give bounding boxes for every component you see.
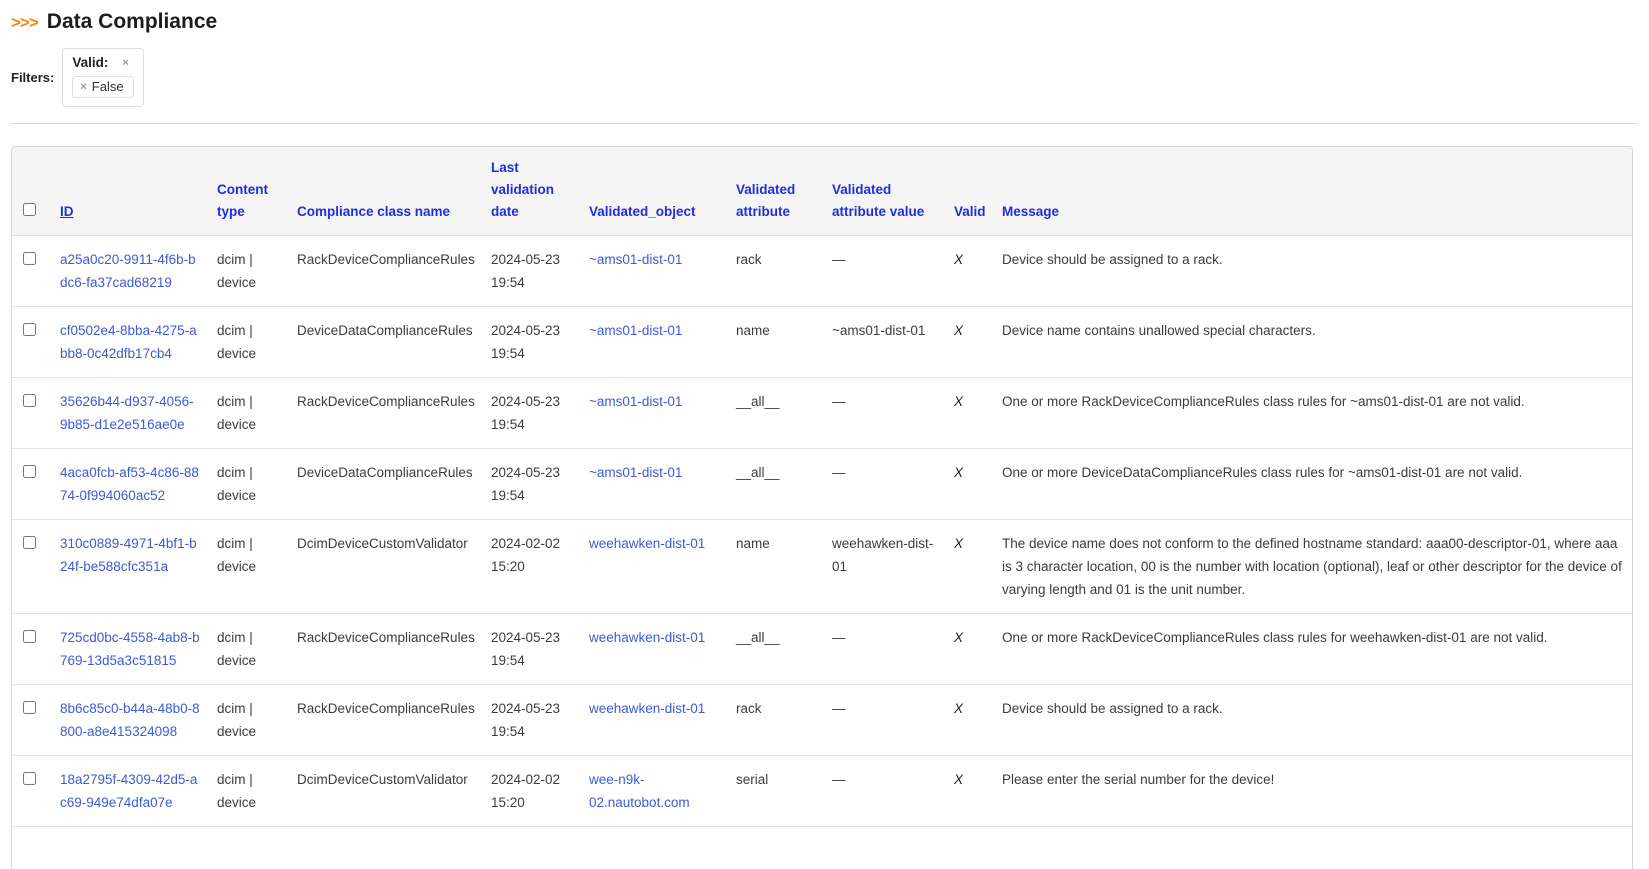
partially-visible-row: [12, 827, 1632, 869]
id-cell: [52, 614, 209, 685]
col-header-label: ID: [60, 204, 74, 219]
valid-false-mark: X: [954, 701, 964, 716]
compliance-class-cell: RackDeviceComplianceRules: [289, 685, 483, 756]
compliance-class-cell: DcimDeviceCustomValidator: [289, 756, 483, 827]
compliance-class-cell: DeviceDataComplianceRules: [289, 449, 483, 520]
table-row: [12, 307, 1632, 378]
compliance-id-link[interactable]: 725cd0bc-4558-4ab8-b769-13d5a3c51815: [60, 630, 200, 668]
validated-object-cell: [581, 614, 728, 685]
compliance-id-link[interactable]: 4aca0fcb-af53-4c86-8874-0f994060ac52: [60, 465, 199, 503]
col-header-id[interactable]: [52, 147, 209, 236]
validated-attribute-value-cell: —: [824, 449, 946, 520]
last-validation-date-cell: 2024-05-23 19:54: [483, 614, 581, 685]
table-body: [12, 236, 1632, 869]
row-select-checkbox[interactable]: [23, 252, 36, 265]
validated-object-link[interactable]: ~ams01-dist-01: [589, 252, 683, 267]
content-type-cell: dcim | device: [209, 307, 289, 378]
row-select-checkbox[interactable]: [23, 701, 36, 714]
valid-cell: [946, 378, 994, 449]
last-validation-date-cell: 2024-05-23 19:54: [483, 449, 581, 520]
filters-bar: [11, 48, 1633, 107]
table-row: [12, 378, 1632, 449]
validated-attribute-cell: rack: [728, 685, 824, 756]
col-header-message[interactable]: [994, 147, 1632, 236]
table-row: [12, 685, 1632, 756]
compliance-id-link[interactable]: 8b6c85c0-b44a-48b0-8800-a8e415324098: [60, 701, 200, 739]
message-cell: One or more DeviceDataComplianceRules class rules for ~ams01-dist-01 are not valid.: [994, 449, 1632, 520]
compliance-table: [12, 147, 1632, 869]
valid-false-mark: X: [954, 323, 964, 338]
last-validation-date-cell: 2024-05-23 19:54: [483, 236, 581, 307]
row-select-cell: [12, 614, 52, 685]
validated-object-link[interactable]: ~ams01-dist-01: [589, 394, 683, 409]
validated-attribute-cell: rack: [728, 236, 824, 307]
row-select-cell: [12, 449, 52, 520]
id-cell: [52, 685, 209, 756]
row-select-cell: [12, 236, 52, 307]
valid-cell: [946, 236, 994, 307]
row-select-cell: [12, 756, 52, 827]
message-cell: One or more RackDeviceComplianceRules class rules for ~ams01-dist-01 are not valid.: [994, 378, 1632, 449]
select-all-header-cell: [12, 147, 52, 236]
row-select-cell: [12, 378, 52, 449]
compliance-class-cell: RackDeviceComplianceRules: [289, 614, 483, 685]
valid-false-mark: X: [954, 394, 964, 409]
validated-object-cell: [581, 378, 728, 449]
col-header-compliance-class-name[interactable]: [289, 147, 483, 236]
filter-value-label: False: [91, 79, 124, 94]
page-title: [11, 10, 1633, 34]
validated-attribute-cell: name: [728, 307, 824, 378]
row-select-cell: [12, 685, 52, 756]
col-header-label: Compliance class name: [297, 204, 451, 219]
col-header-validated-object[interactable]: [581, 147, 728, 236]
row-select-cell: [12, 520, 52, 614]
row-select-checkbox[interactable]: [23, 394, 36, 407]
valid-cell: [946, 307, 994, 378]
select-all-checkbox[interactable]: [23, 203, 36, 216]
validated-attribute-cell: __all__: [728, 614, 824, 685]
col-header-validated-attribute[interactable]: [728, 147, 824, 236]
col-header-validated-attribute-value[interactable]: [824, 147, 946, 236]
content-type-cell: dcim | device: [209, 236, 289, 307]
remove-filter-group-icon[interactable]: ×: [122, 56, 129, 69]
row-select-checkbox[interactable]: [23, 630, 36, 643]
compliance-class-cell: RackDeviceComplianceRules: [289, 378, 483, 449]
col-header-label: Message: [1002, 204, 1060, 219]
content-type-cell: dcim | device: [209, 685, 289, 756]
validated-attribute-value-cell: —: [824, 236, 946, 307]
content-type-cell: dcim | device: [209, 378, 289, 449]
last-validation-date-cell: 2024-05-23 19:54: [483, 307, 581, 378]
col-header-label: Last validation date: [491, 160, 555, 219]
validated-object-link[interactable]: ~ams01-dist-01: [589, 465, 683, 480]
validated-object-cell: [581, 449, 728, 520]
table-row: [12, 449, 1632, 520]
validated-attribute-cell: __all__: [728, 378, 824, 449]
filters-label: Filters:: [11, 70, 55, 85]
message-cell: The device name does not conform to the defined hostname standard: aaa00-descriptor-01, where aaa is 3 character location, 00 is the number with location (optional), leaf or other descriptor for the device of varying length and 01 is the unit number.: [994, 520, 1632, 614]
table-row: [12, 756, 1632, 827]
id-cell: [52, 520, 209, 614]
validated-attribute-cell: name: [728, 520, 824, 614]
validated-object-cell: [581, 236, 728, 307]
compliance-table-container: [11, 146, 1633, 869]
col-header-label: Validated_object: [589, 204, 696, 219]
valid-false-mark: X: [954, 630, 964, 645]
row-select-checkbox[interactable]: [23, 465, 36, 478]
table-row: [12, 520, 1632, 614]
compliance-id-link[interactable]: 18a2795f-4309-42d5-ac69-949e74dfa07e: [60, 772, 198, 810]
validated-object-link[interactable]: wee-n9k-02.nautobot.com: [589, 772, 690, 810]
last-validation-date-cell: 2024-02-02 15:20: [483, 520, 581, 614]
valid-cell: [946, 520, 994, 614]
id-cell: [52, 307, 209, 378]
last-validation-date-cell: 2024-05-23 19:54: [483, 685, 581, 756]
validated-object-link[interactable]: ~ams01-dist-01: [589, 323, 683, 338]
validated-attribute-cell: serial: [728, 756, 824, 827]
validated-object-cell: [581, 685, 728, 756]
message-cell: Device should be assigned to a rack.: [994, 685, 1632, 756]
valid-false-mark: X: [954, 772, 964, 787]
section-divider: [11, 123, 1638, 124]
filter-group-header: [72, 55, 133, 70]
page-title-text: Data Compliance: [46, 10, 218, 33]
valid-false-mark: X: [954, 536, 964, 551]
compliance-id-link[interactable]: a25a0c20-9911-4f6b-bdc6-fa37cad68219: [60, 252, 196, 290]
id-cell: [52, 378, 209, 449]
valid-false-mark: X: [954, 252, 964, 267]
message-cell: One or more RackDeviceComplianceRules class rules for weehawken-dist-01 are not valid.: [994, 614, 1632, 685]
last-validation-date-cell: 2024-02-02 15:20: [483, 756, 581, 827]
content-type-cell: dcim | device: [209, 449, 289, 520]
validated-object-cell: [581, 756, 728, 827]
valid-false-mark: X: [954, 465, 964, 480]
col-header-label: Validated attribute value: [832, 182, 925, 219]
id-cell: [52, 449, 209, 520]
message-cell: Device should be assigned to a rack.: [994, 236, 1632, 307]
content-type-cell: dcim | device: [209, 756, 289, 827]
last-validation-date-cell: 2024-05-23 19:54: [483, 378, 581, 449]
filter-group-valid: [62, 48, 143, 107]
message-cell: Device name contains unallowed special characters.: [994, 307, 1632, 378]
table-header: [12, 147, 1632, 236]
validated-attribute-value-cell: —: [824, 614, 946, 685]
col-header-content-type[interactable]: [209, 147, 289, 236]
validated-attribute-value-cell: weehawken-dist-01: [824, 520, 946, 614]
col-header-label: Validated attribute: [736, 182, 796, 219]
compliance-id-link[interactable]: 35626b44-d937-4056-9b85-d1e2e516ae0e: [60, 394, 194, 432]
row-select-cell: [12, 307, 52, 378]
validated-object-link[interactable]: weehawken-dist-01: [589, 536, 706, 551]
table-row: [12, 614, 1632, 685]
col-header-valid[interactable]: [946, 147, 994, 236]
row-select-checkbox[interactable]: [23, 323, 36, 336]
col-header-label: Content type: [217, 182, 268, 219]
validated-object-link[interactable]: weehawken-dist-01: [589, 701, 706, 716]
row-select-checkbox[interactable]: [23, 536, 36, 549]
col-header-label: Valid: [954, 204, 986, 219]
col-header-last-validation-date[interactable]: [483, 147, 581, 236]
id-cell: [52, 236, 209, 307]
compliance-class-cell: DcimDeviceCustomValidator: [289, 520, 483, 614]
message-cell: Please enter the serial number for the device!: [994, 756, 1632, 827]
content-type-cell: dcim | device: [209, 520, 289, 614]
row-select-checkbox[interactable]: [23, 772, 36, 785]
valid-cell: [946, 756, 994, 827]
validated-attribute-value-cell: ~ams01-dist-01: [824, 307, 946, 378]
compliance-class-cell: DeviceDataComplianceRules: [289, 307, 483, 378]
validated-object-cell: [581, 520, 728, 614]
filter-field-label: Valid:: [72, 55, 109, 70]
validated-attribute-value-cell: —: [824, 756, 946, 827]
valid-cell: [946, 449, 994, 520]
validated-object-link[interactable]: weehawken-dist-01: [589, 630, 706, 645]
validated-attribute-cell: __all__: [728, 449, 824, 520]
table-row: [12, 236, 1632, 307]
validated-object-cell: [581, 307, 728, 378]
valid-cell: [946, 614, 994, 685]
compliance-class-cell: RackDeviceComplianceRules: [289, 236, 483, 307]
compliance-id-link[interactable]: cf0502e4-8bba-4275-abb8-0c42dfb17cb4: [60, 323, 197, 361]
content-type-cell: dcim | device: [209, 614, 289, 685]
valid-cell: [946, 685, 994, 756]
remove-filter-value-icon[interactable]: ×: [80, 80, 87, 93]
compliance-id-link[interactable]: 310c0889-4971-4bf1-b24f-be588cfc351a: [60, 536, 197, 574]
validated-attribute-value-cell: —: [824, 378, 946, 449]
id-cell: [52, 756, 209, 827]
nautobot-chevrons-icon: >>>: [11, 13, 38, 32]
filter-value-chip-false[interactable]: [72, 76, 133, 98]
validated-attribute-value-cell: —: [824, 685, 946, 756]
